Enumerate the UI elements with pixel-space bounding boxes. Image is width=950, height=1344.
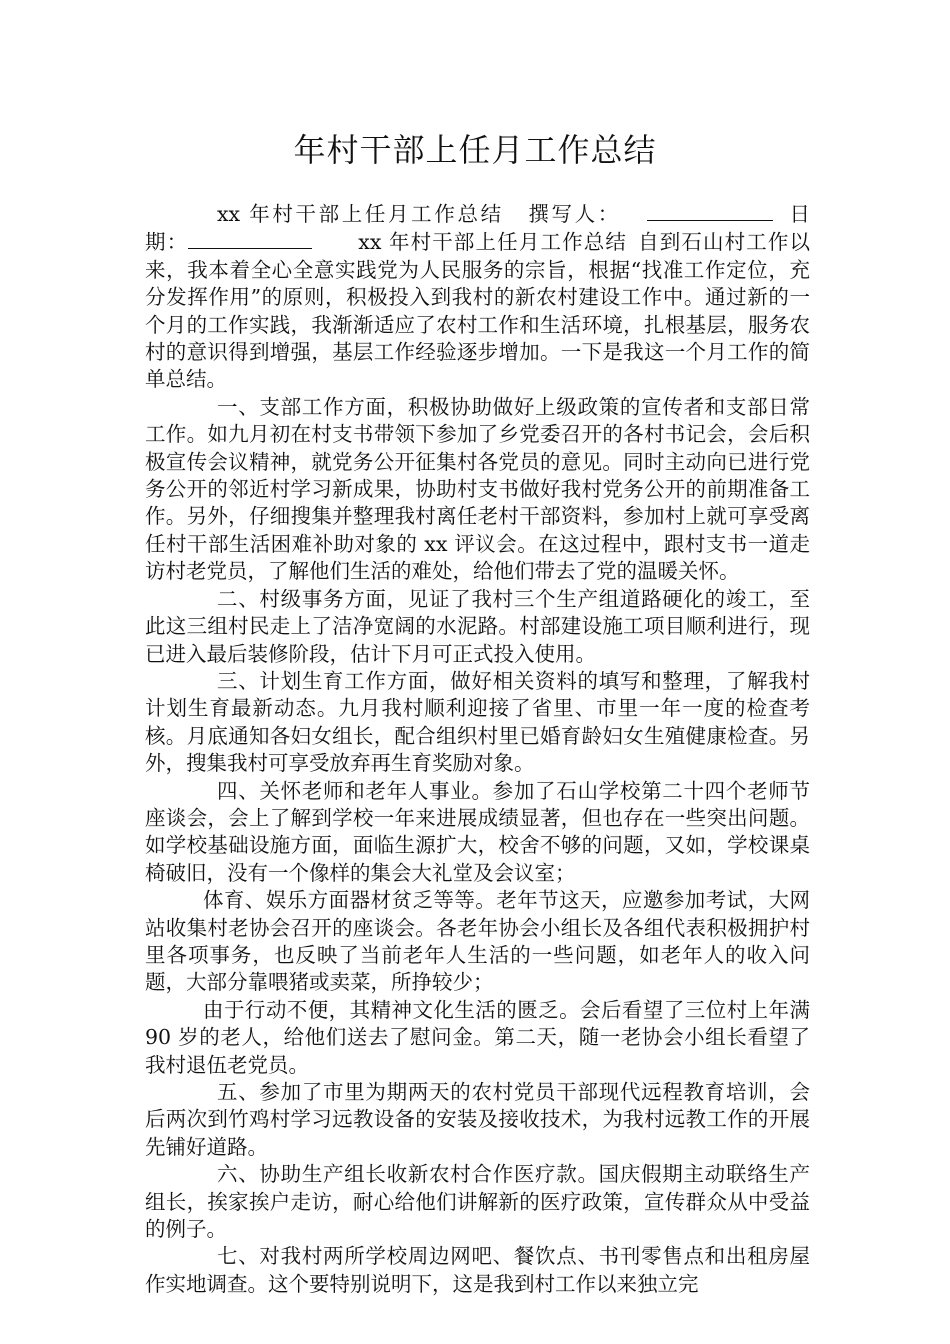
author-blank (647, 200, 773, 221)
date-label: 日 期： (145, 202, 831, 255)
doc-name: xx 年村干部上任月工作总结 (217, 202, 504, 226)
date-blank (188, 228, 312, 249)
paragraph: 三、计划生育工作方面，做好相关资料的填写和整理，了解我村计划生育最新动态。九月我村顺利迎接了省里、市里一年一度的检查考核。月底通知各妇女组长，配合组织村里已婚育龄妇女生殖健康检查。另外，搜集我村可享受放弃再生育奖励对象。 (145, 668, 810, 776)
paragraph: 六、协助生产组长收新农村合作医疗款。国庆假期主动联络生产组长，挨家挨户走访，耐心给他们讲解新的医疗政策，宣传群众从中受益的例子。 (145, 1162, 810, 1242)
intro-lead: xx 年村干部上任月工作总结 (358, 230, 627, 255)
intro-text: 自到石山村工作以来，我本着全心全意实践党为人民服务的宗旨，根据“找准工作定位，充分发挥作用”的原则，积极投入到我村的新农村建设工作中。通过新的一个月的工作实践，我渐渐适应了农村工作和生活环境，扎根基层，服务农村的意识得到增强，基层工作经验逐步增加。一下是我这一个月工作的简单总结。 (145, 230, 811, 392)
paragraph: 二、村级事务方面，见证了我村三个生产组道路硬化的竣工，至此这三组村民走上了洁净宽阔的水泥路。村部建设施工项目顺利进行，现已进入最后装修阶段，估计下月可正式投入使用。 (145, 586, 810, 666)
paragraph: 一、支部工作方面，积极协助做好上级政策的宣传者和支部日常工作。如九月初在村支书带领下参加了乡党委召开的各村书记会，会后积极宣传会议精神，就党务公开征集村各党员的意见。同时主动向已进行党务公开的邻近村学习新成果，协助村支书做好我村党务公开的前期准备工作。另外，仔细搜集并整理我村离任老村干部资料，参加村上就可享受离任村干部生活困难补助对象的 xx 评议会。在这过程中，跟村支书一道走访村老党员，了解他们生活的难处，给他们带去了党的温暖关怀。 (145, 394, 810, 584)
paragraph: 体育、娱乐方面器材贫乏等等。老年节这天，应邀参加考试，大网站收集村老协会召开的座谈会。各老年协会小组长及各组代表积极拥护村里各项事务，也反映了当前老年人生活的一些问题，如老年人的收入问题，大部分靠喂猪或卖菜，所挣较少； (145, 888, 810, 995)
paragraph: 五、参加了市里为期两天的农村党员干部现代远程教育培训，会后两次到竹鸡村学习远教设备的安装及接收技术，为我村远教工作的开展先铺好道路。 (145, 1080, 810, 1159)
paragraph: 由于行动不便，其精神文化生活的匮乏。会后看望了三位村上年满 90 岁的老人，给他们送去了慰问金。第二天，随一老协会小组长看望了我村退伍老党员。 (145, 997, 810, 1077)
paragraph: 七、对我村两所学校周边网吧、餐饮点、书刊零售点和出租房屋作实地调查。这个要特别说明下，这是我到村工作以来独立完 (145, 1244, 810, 1296)
document-body (145, 200, 831, 1298)
document-title: 年村干部上任月工作总结 (293, 131, 657, 169)
header-paragraph (145, 200, 831, 394)
paragraph: 四、关怀老师和老年人事业。参加了石山学校第二十四个老师节座谈会，会上了解到学校一年来进展成绩显著，但也存在一些突出问题。如学校基础设施方面，面临生源扩大，校舍不够的问题，又如，学校课桌椅破旧，没有一个像样的集会大礼堂及会议室； (145, 778, 810, 885)
author-label: 撰写人： (525, 202, 621, 226)
